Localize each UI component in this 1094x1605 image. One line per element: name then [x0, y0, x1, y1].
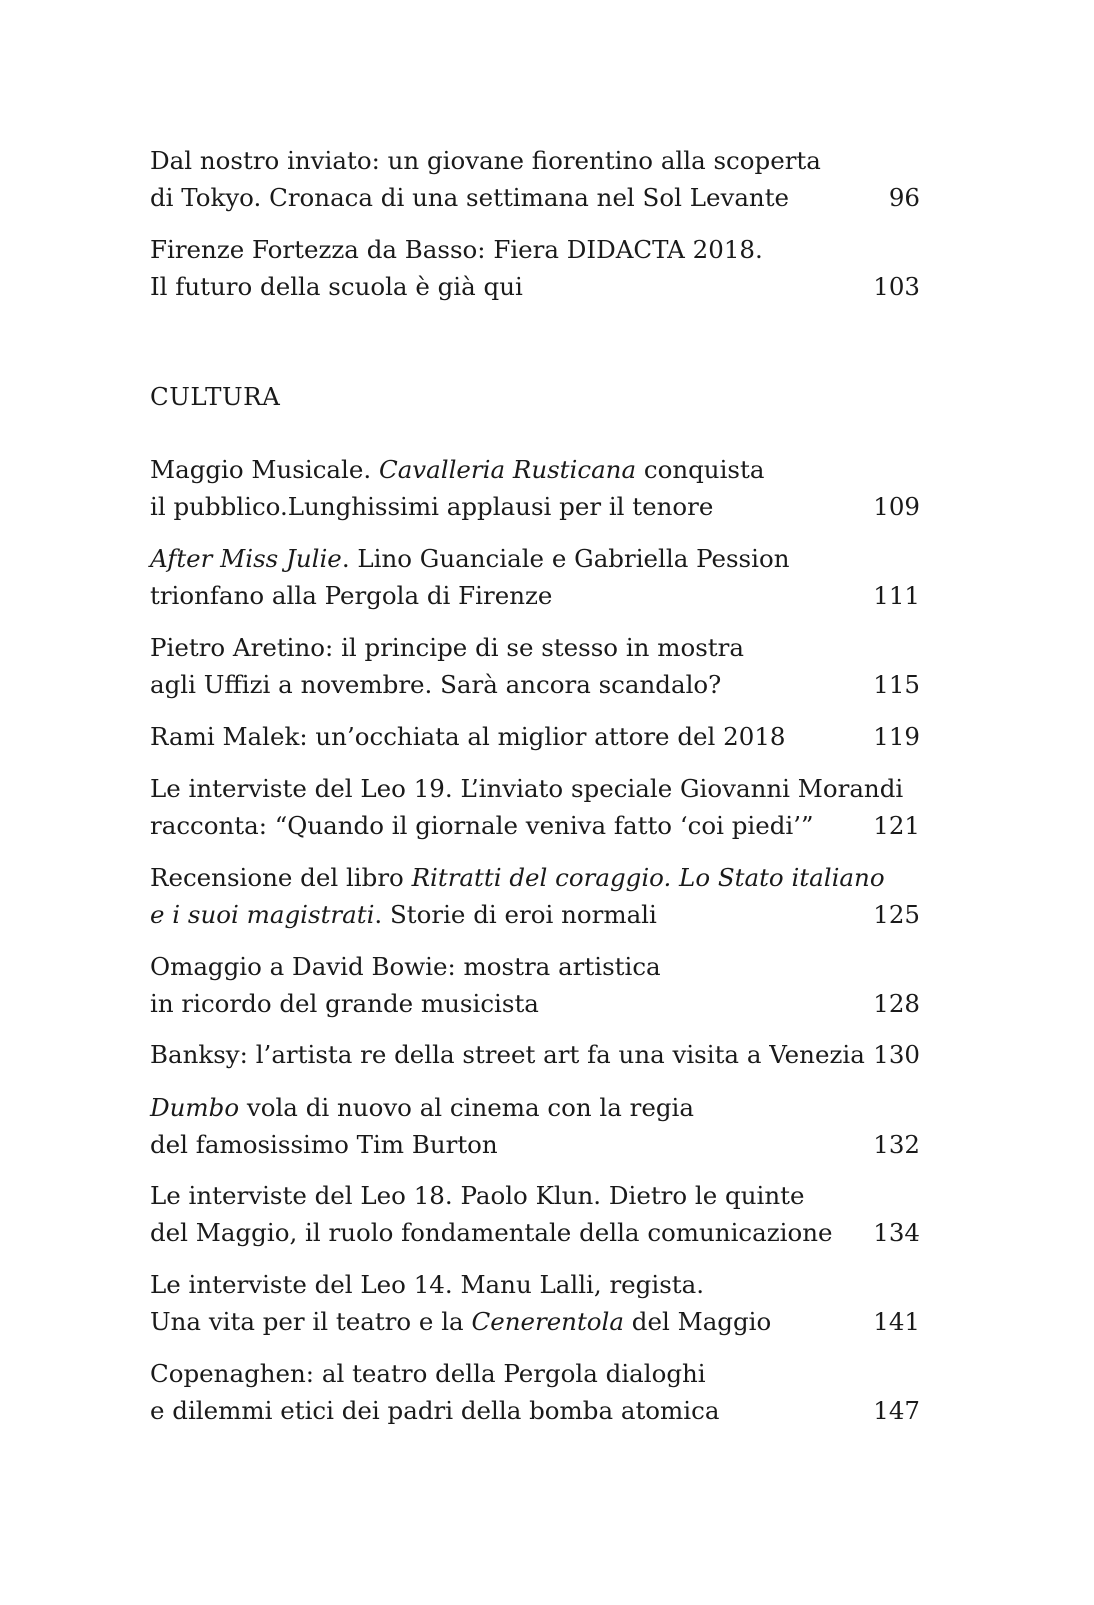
toc-entry-line	[150, 1177, 920, 1214]
toc-page-number: 109	[873, 492, 920, 521]
toc-entry	[150, 948, 920, 1022]
toc-entry	[150, 451, 920, 525]
toc-entry-text: del famosissimo Tim Burton	[150, 1130, 498, 1159]
toc-entry	[150, 629, 920, 703]
toc-entry-text: del Maggio	[624, 1307, 772, 1336]
toc-entry-line	[150, 896, 920, 933]
toc-entry-text: agli Uffizi a novembre. Sarà ancora scandalo?	[150, 670, 722, 699]
toc-entry-italic-title: After Miss Julie	[150, 544, 342, 573]
toc-entry-line	[150, 540, 920, 577]
toc-entry-text: Copenaghen: al teatro della Pergola dialoghi	[150, 1359, 706, 1388]
toc-entry-line	[150, 666, 920, 703]
toc-entry-line	[150, 985, 920, 1022]
toc-entry-text: Una vita per il teatro e la	[150, 1307, 472, 1336]
toc-entry-text: . Storie di eroi normali	[374, 900, 657, 929]
toc-page-number: 147	[873, 1396, 920, 1425]
toc-entry-italic-title: Cenerentola	[471, 1307, 625, 1336]
toc-entry	[150, 1355, 920, 1429]
toc-entry-text: Omaggio a David Bowie: mostra artistica	[150, 952, 661, 981]
toc-entry-italic-title: Cavalleria Rusticana	[378, 455, 637, 484]
toc-entry-line	[150, 1214, 920, 1251]
toc-entry-text: . Lino Guanciale e Gabriella Pession	[341, 544, 790, 573]
toc-entry-line	[150, 1392, 920, 1429]
toc-entry-text: Banksy: l’artista re della street art fa una visita a Venezia	[150, 1040, 865, 1069]
toc-entry-text: Le interviste del Leo 14. Manu Lalli, regista.	[150, 1270, 705, 1299]
toc-entry-line	[150, 577, 920, 614]
toc-entry-line	[150, 807, 920, 844]
toc-entry-line	[150, 1089, 920, 1126]
toc-entry-text: Dal nostro inviato: un giovane fiorentino alla scoperta	[150, 146, 821, 175]
toc-entry-line	[150, 231, 920, 268]
toc-entry-line	[150, 948, 920, 985]
toc-entry-text: racconta: “Quando il giornale veniva fatto ‘coi piedi’”	[150, 811, 814, 840]
toc-page-number: 134	[873, 1218, 920, 1247]
toc-entry-line	[150, 1355, 920, 1392]
toc-entry-line	[150, 629, 920, 666]
toc-entry-line	[150, 770, 920, 807]
toc-entry	[150, 859, 920, 933]
toc-entry	[150, 718, 920, 755]
toc-entry	[150, 1177, 920, 1251]
toc-entry-text: Recensione del libro	[150, 863, 412, 892]
toc-entry-text: Le interviste del Leo 19. L’inviato speciale Giovanni Morandi	[150, 774, 904, 803]
toc-page-number: 121	[873, 811, 920, 840]
toc-page-number: 128	[873, 989, 920, 1018]
toc-entry-line	[150, 1266, 920, 1303]
toc-entry	[150, 1089, 920, 1163]
toc-entry	[150, 231, 920, 305]
toc-entry-text: di Tokyo. Cronaca di una settimana nel Sol Levante	[150, 183, 790, 212]
toc-entry-line	[150, 1303, 920, 1340]
toc-entry	[150, 1036, 920, 1073]
toc-entry-text: Le interviste del Leo 18. Paolo Klun. Dietro le quinte	[150, 1181, 805, 1210]
toc-entry-line	[150, 859, 920, 896]
section-heading: CULTURA	[150, 382, 281, 411]
toc-page-number: 115	[873, 670, 920, 699]
toc-page-number: 130	[873, 1040, 920, 1069]
toc-entry-line	[150, 718, 920, 755]
toc-entry	[150, 142, 920, 216]
toc-entry-line	[150, 1126, 920, 1163]
toc-page-number: 141	[873, 1307, 920, 1336]
toc-entry	[150, 540, 920, 614]
toc-page-number: 111	[873, 581, 920, 610]
toc-entry-line	[150, 142, 920, 179]
toc-entry-line	[150, 179, 920, 216]
toc-entry-text: Maggio Musicale.	[150, 455, 379, 484]
toc-entry-text: trionfano alla Pergola di Firenze	[150, 581, 553, 610]
toc-entry-text: in ricordo del grande musicista	[150, 989, 539, 1018]
toc-entry-line	[150, 451, 920, 488]
toc-entry-line	[150, 488, 920, 525]
toc-entry-italic-title: Ritratti del coraggio. Lo Stato italiano	[411, 863, 885, 892]
toc-entry-text: Pietro Aretino: il principe di se stesso in mostra	[150, 633, 744, 662]
toc-entry-text: il pubblico.Lunghissimi applausi per il tenore	[150, 492, 714, 521]
toc-entry-text: vola di nuovo al cinema con la regia	[239, 1093, 694, 1122]
toc-entry-text: Rami Malek: un’occhiata al miglior attore del 2018	[150, 722, 786, 751]
toc-page-number: 132	[873, 1130, 920, 1159]
toc-entry-line	[150, 268, 920, 305]
toc-page-number: 96	[888, 183, 920, 212]
toc-entry-line	[150, 1036, 920, 1073]
toc-entry-text: Il futuro della scuola è già qui	[150, 272, 523, 301]
toc-page-number: 119	[873, 722, 920, 751]
toc-entry	[150, 1266, 920, 1340]
toc-entry-text: Firenze Fortezza da Basso: Fiera DIDACTA 2018.	[150, 235, 763, 264]
toc-entry	[150, 770, 920, 844]
toc-entry-italic-title: e i suoi magistrati	[150, 900, 375, 929]
toc-page-number: 103	[873, 272, 920, 301]
toc-page-number: 125	[873, 900, 920, 929]
toc-entry-text: del Maggio, il ruolo fondamentale della comunicazione	[150, 1218, 833, 1247]
toc-entry-italic-title: Dumbo	[150, 1093, 240, 1122]
toc-entry-text: conquista	[636, 455, 765, 484]
toc-entry-text: e dilemmi etici dei padri della bomba atomica	[150, 1396, 720, 1425]
